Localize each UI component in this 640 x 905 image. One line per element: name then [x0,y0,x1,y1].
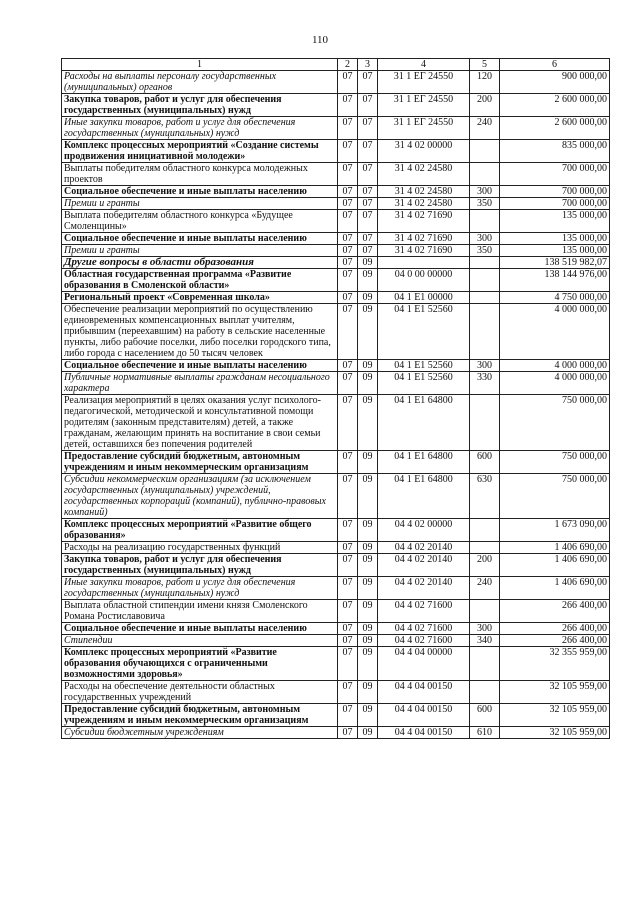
row-target-code: 04 1 Е1 52560 [378,304,470,360]
row-expense-type: 600 [470,704,500,727]
row-name: Стипендии [62,635,338,647]
row-name: Расходы на обеспечение деятельности областных государственных учреждений [62,681,338,704]
row-name: Публичные нормативные выплаты гражданам несоциального характера [62,372,338,395]
row-section: 07 [338,577,358,600]
row-amount: 700 000,00 [500,186,610,198]
row-target-code: 31 4 02 71690 [378,210,470,233]
column-header: 6 [500,59,610,71]
row-subsection: 09 [358,269,378,292]
row-expense-type [470,681,500,704]
table-row [62,233,610,245]
row-name: Расходы на реализацию государственных функций [62,542,338,554]
row-section: 07 [338,474,358,519]
row-name: Закупка товаров, работ и услуг для обеспечения государственных (муниципальных) нужд [62,94,338,117]
table-row [62,140,610,163]
row-expense-type: 240 [470,117,500,140]
row-expense-type: 630 [470,474,500,519]
row-amount: 4 750 000,00 [500,292,610,304]
row-amount: 750 000,00 [500,451,610,474]
table-row [62,198,610,210]
row-subsection: 09 [358,542,378,554]
row-amount: 835 000,00 [500,140,610,163]
row-amount: 135 000,00 [500,233,610,245]
row-name: Предоставление субсидий бюджетным, автономным учреждениям и иным некоммерческим организациям [62,704,338,727]
table-row [62,292,610,304]
row-name: Социальное обеспечение и иные выплаты населению [62,360,338,372]
row-expense-type: 120 [470,71,500,94]
row-name: Комплекс процессных мероприятий «Развитие общего образования» [62,519,338,542]
row-name: Комплекс процессных мероприятий «Развитие образования обучающихся с ограниченными возможностями здоровья» [62,647,338,681]
row-target-code: 04 4 02 20140 [378,554,470,577]
row-expense-type: 300 [470,360,500,372]
row-expense-type [470,395,500,451]
row-expense-type [470,257,500,269]
row-amount: 266 400,00 [500,635,610,647]
row-subsection: 09 [358,635,378,647]
row-section: 07 [338,198,358,210]
row-target-code: 31 4 02 71690 [378,233,470,245]
row-expense-type: 610 [470,727,500,739]
row-expense-type [470,269,500,292]
table-row [62,647,610,681]
row-target-code: 31 4 02 24580 [378,198,470,210]
table-row [62,727,610,739]
row-section: 07 [338,554,358,577]
row-section: 07 [338,635,358,647]
table-row [62,269,610,292]
row-amount: 4 000 000,00 [500,360,610,372]
table-row [62,71,610,94]
row-expense-type: 300 [470,186,500,198]
table-row [62,623,610,635]
row-target-code: 04 1 Е1 64800 [378,395,470,451]
row-section: 07 [338,292,358,304]
row-target-code: 04 4 02 71600 [378,600,470,623]
row-name: Премии и гранты [62,245,338,257]
row-section: 07 [338,360,358,372]
row-expense-type: 350 [470,245,500,257]
row-name: Субсидии бюджетным учреждениям [62,727,338,739]
table-row [62,704,610,727]
row-name: Предоставление субсидий бюджетным, автономным учреждениям и иным некоммерческим организациям [62,451,338,474]
row-expense-type [470,140,500,163]
row-name: Иные закупки товаров, работ и услуг для обеспечения государственных (муниципальных) нужд [62,577,338,600]
row-subsection: 07 [358,140,378,163]
row-name: Выплаты победителям областного конкурса молодежных проектов [62,163,338,186]
row-section: 07 [338,395,358,451]
row-name: Другие вопросы в области образования [62,257,338,269]
row-amount: 135 000,00 [500,245,610,257]
row-section: 07 [338,71,358,94]
row-amount: 1 406 690,00 [500,577,610,600]
row-subsection: 09 [358,554,378,577]
row-target-code: 31 4 02 00000 [378,140,470,163]
row-amount: 138 144 976,00 [500,269,610,292]
row-target-code: 04 1 Е1 52560 [378,360,470,372]
row-amount: 138 519 982,07 [500,257,610,269]
row-amount: 900 000,00 [500,71,610,94]
row-target-code: 31 4 02 24580 [378,186,470,198]
row-section: 07 [338,647,358,681]
row-name: Региональный проект «Современная школа» [62,292,338,304]
row-target-code: 04 4 04 00150 [378,727,470,739]
row-amount: 1 673 090,00 [500,519,610,542]
row-expense-type [470,292,500,304]
row-name: Комплекс процессных мероприятий «Создание системы продвижения инициативной молодежи» [62,140,338,163]
row-subsection: 09 [358,704,378,727]
row-name: Реализация мероприятий в целях оказания услуг психолого-педагогической, методической и консультативной помощи родителям (законным представителям) детей, а также гражданам, желающим принять на воспитание в свои семьи детей, оставшихся без попечения родителей [62,395,338,451]
column-header: 2 [338,59,358,71]
row-target-code: 04 4 02 71600 [378,635,470,647]
row-subsection: 07 [358,186,378,198]
row-section: 07 [338,542,358,554]
row-expense-type: 240 [470,577,500,600]
row-expense-type: 300 [470,233,500,245]
row-target-code: 04 4 04 00000 [378,647,470,681]
row-amount: 4 000 000,00 [500,304,610,360]
table-row [62,451,610,474]
row-amount: 700 000,00 [500,198,610,210]
row-target-code: 04 1 Е1 52560 [378,372,470,395]
row-target-code: 04 4 02 71600 [378,623,470,635]
row-section: 07 [338,451,358,474]
row-section: 07 [338,304,358,360]
row-target-code: 04 1 Е1 00000 [378,292,470,304]
table-row [62,210,610,233]
row-subsection: 07 [358,245,378,257]
row-target-code: 31 4 02 24580 [378,163,470,186]
row-section: 07 [338,245,358,257]
table-row [62,257,610,269]
table-row [62,635,610,647]
row-section: 07 [338,257,358,269]
row-name: Социальное обеспечение и иные выплаты населению [62,623,338,635]
row-expense-type [470,304,500,360]
row-name: Премии и гранты [62,198,338,210]
row-subsection: 09 [358,577,378,600]
row-amount: 266 400,00 [500,600,610,623]
row-section: 07 [338,519,358,542]
row-expense-type [470,163,500,186]
row-target-code: 31 4 02 71690 [378,245,470,257]
row-name: Областная государственная программа «Развитие образования в Смоленской области» [62,269,338,292]
row-section: 07 [338,163,358,186]
row-expense-type [470,542,500,554]
table-row [62,474,610,519]
row-amount: 32 105 959,00 [500,727,610,739]
row-target-code: 04 1 Е1 64800 [378,451,470,474]
table-row [62,577,610,600]
column-header: 4 [378,59,470,71]
row-section: 07 [338,704,358,727]
row-expense-type [470,647,500,681]
table-row [62,117,610,140]
row-subsection: 07 [358,71,378,94]
row-target-code: 04 1 Е1 64800 [378,474,470,519]
column-header: 5 [470,59,500,71]
row-section: 07 [338,94,358,117]
row-section: 07 [338,600,358,623]
row-target-code: 04 4 02 00000 [378,519,470,542]
row-expense-type: 350 [470,198,500,210]
row-name: Социальное обеспечение и иные выплаты населению [62,186,338,198]
table-row [62,304,610,360]
row-expense-type: 330 [470,372,500,395]
row-subsection: 09 [358,727,378,739]
row-target-code: 31 1 ЕГ 24550 [378,94,470,117]
row-target-code: 04 0 00 00000 [378,269,470,292]
column-header: 3 [358,59,378,71]
table-header-row [62,59,610,71]
column-header: 1 [62,59,338,71]
table-row [62,372,610,395]
row-amount: 1 406 690,00 [500,542,610,554]
row-subsection: 09 [358,623,378,635]
row-expense-type [470,519,500,542]
table-row [62,360,610,372]
table-row [62,94,610,117]
row-subsection: 07 [358,163,378,186]
row-target-code: 04 4 04 00150 [378,704,470,727]
table-row [62,519,610,542]
row-amount: 135 000,00 [500,210,610,233]
row-amount: 750 000,00 [500,395,610,451]
row-section: 07 [338,117,358,140]
row-section: 07 [338,186,358,198]
row-target-code: 04 4 04 00150 [378,681,470,704]
row-name: Субсидии некоммерческим организациям (за исключением государственных (муниципальных) учреждений, государственных корпораций (компаний), публично-правовых компаний) [62,474,338,519]
row-amount: 2 600 000,00 [500,94,610,117]
table-row [62,163,610,186]
row-subsection: 07 [358,210,378,233]
row-amount: 700 000,00 [500,163,610,186]
row-expense-type: 600 [470,451,500,474]
row-name: Обеспечение реализации мероприятий по осуществлению единовременных компенсационных выплат учителям, прибывшим (переехавшим) на работу в сельские населенные пункты, либо рабочие поселки, либо поселки городского типа, либо города с населением до 50 тысяч человек [62,304,338,360]
row-subsection: 07 [358,233,378,245]
row-subsection: 09 [358,600,378,623]
row-amount: 32 105 959,00 [500,681,610,704]
table-row [62,542,610,554]
row-section: 07 [338,140,358,163]
row-subsection: 09 [358,647,378,681]
row-amount: 1 406 690,00 [500,554,610,577]
budget-table [61,58,610,739]
row-name: Выплата победителям областного конкурса «Будущее Смоленщины» [62,210,338,233]
row-target-code: 04 4 02 20140 [378,577,470,600]
row-subsection: 07 [358,94,378,117]
table-row [62,245,610,257]
row-section: 07 [338,210,358,233]
table-row [62,186,610,198]
table-row [62,395,610,451]
row-expense-type [470,210,500,233]
row-subsection: 09 [358,451,378,474]
row-subsection: 09 [358,292,378,304]
row-amount: 266 400,00 [500,623,610,635]
row-section: 07 [338,681,358,704]
row-amount: 2 600 000,00 [500,117,610,140]
row-subsection: 09 [358,257,378,269]
row-expense-type: 200 [470,554,500,577]
row-name: Социальное обеспечение и иные выплаты населению [62,233,338,245]
table-row [62,554,610,577]
row-target-code: 04 4 02 20140 [378,542,470,554]
row-subsection: 09 [358,474,378,519]
row-subsection: 07 [358,117,378,140]
page-number: 110 [311,34,329,46]
row-section: 07 [338,727,358,739]
row-section: 07 [338,233,358,245]
row-subsection: 09 [358,519,378,542]
row-amount: 4 000 000,00 [500,372,610,395]
row-subsection: 07 [358,198,378,210]
row-subsection: 09 [358,395,378,451]
row-subsection: 09 [358,360,378,372]
row-subsection: 09 [358,372,378,395]
row-expense-type: 200 [470,94,500,117]
table-row [62,600,610,623]
row-section: 07 [338,623,358,635]
row-target-code [378,257,470,269]
row-amount: 750 000,00 [500,474,610,519]
row-expense-type [470,600,500,623]
row-name: Иные закупки товаров, работ и услуг для обеспечения государственных (муниципальных) нужд [62,117,338,140]
row-section: 07 [338,372,358,395]
row-name: Расходы на выплаты персоналу государственных (муниципальных) органов [62,71,338,94]
row-subsection: 09 [358,304,378,360]
row-amount: 32 355 959,00 [500,647,610,681]
row-target-code: 31 1 ЕГ 24550 [378,117,470,140]
table-row [62,681,610,704]
row-subsection: 09 [358,681,378,704]
row-target-code: 31 1 ЕГ 24550 [378,71,470,94]
row-expense-type: 300 [470,623,500,635]
row-name: Выплата областной стипендии имени князя Смоленского Романа Ростиславовича [62,600,338,623]
row-section: 07 [338,269,358,292]
row-name: Закупка товаров, работ и услуг для обеспечения государственных (муниципальных) нужд [62,554,338,577]
row-expense-type: 340 [470,635,500,647]
row-amount: 32 105 959,00 [500,704,610,727]
